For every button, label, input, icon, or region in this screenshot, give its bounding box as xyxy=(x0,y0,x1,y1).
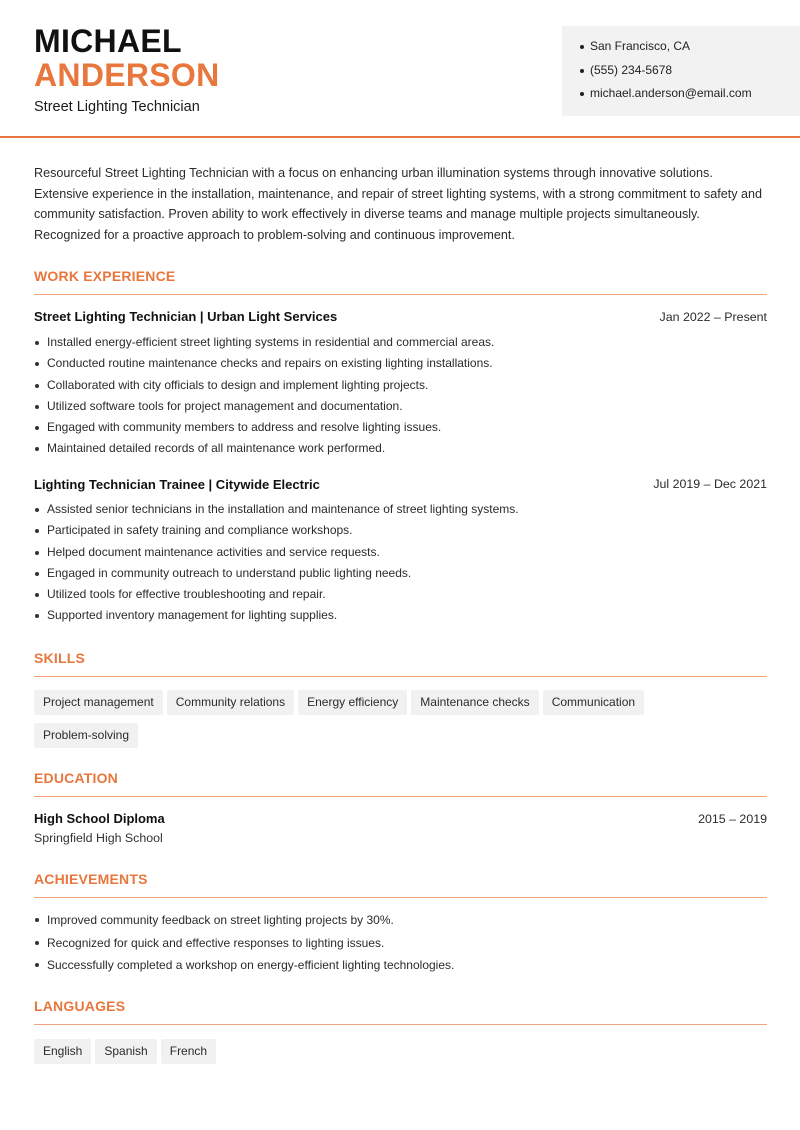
list-item: Engaged in community outreach to understand public lighting needs. xyxy=(34,563,769,584)
list-item: Engaged with community members to address and resolve lighting issues. xyxy=(34,417,769,438)
job-2-dates: Jul 2019 – Dec 2021 xyxy=(653,477,767,491)
job-1-dates: Jan 2022 – Present xyxy=(659,310,767,324)
list-item: Utilized tools for effective troubleshooting and repair. xyxy=(34,584,769,605)
language-chip: Spanish xyxy=(95,1039,156,1064)
education-school: Springfield High School xyxy=(34,831,163,845)
list-item: Conducted routine maintenance checks and repairs on existing lighting installations. xyxy=(34,353,769,374)
section-divider xyxy=(34,1024,767,1025)
section-divider xyxy=(34,796,767,797)
skill-chip: Problem-solving xyxy=(34,723,138,748)
job-title-headline: Street Lighting Technician xyxy=(34,99,200,115)
professional-summary: Resourceful Street Lighting Technician with a focus on enhancing urban illumination systems through innovative solutions. Extensive experience in the installation, maintenance, and repair of street lighting systems, with a strong commitment to safety and community satisfaction. Proven ability to work effectively in diverse teams and manage multiple projects simultaneously. Recognized for a proactive approach to problem-solving and continuous improvement. xyxy=(34,166,763,242)
achievements-heading: ACHIEVEMENTS xyxy=(34,871,148,887)
contact-email: michael.anderson@email.com xyxy=(580,85,800,109)
contact-location: San Francisco, CA xyxy=(580,38,800,62)
education-dates: 2015 – 2019 xyxy=(698,812,767,826)
education-degree: High School Diploma xyxy=(34,811,165,826)
list-item: Recognized for quick and effective responses to lighting issues. xyxy=(34,932,769,955)
list-item: Successfully completed a workshop on energy-efficient lighting technologies. xyxy=(34,954,769,977)
list-item: Installed energy-efficient street lighting systems in residential and commercial areas. xyxy=(34,332,769,353)
list-item: Collaborated with city officials to design and implement lighting projects. xyxy=(34,375,769,396)
list-item: Maintained detailed records of all maintenance work performed. xyxy=(34,438,769,459)
list-item: Improved community feedback on street lighting projects by 30%. xyxy=(34,909,769,932)
section-divider xyxy=(34,676,767,677)
resume-header xyxy=(0,0,800,138)
job-1-bullets xyxy=(34,332,769,460)
achievements-list xyxy=(34,909,769,977)
last-name: ANDERSON xyxy=(34,57,220,93)
list-item: Participated in safety training and compliance workshops. xyxy=(34,520,769,541)
skill-chip: Communication xyxy=(543,690,644,715)
list-item: Helped document maintenance activities and service requests. xyxy=(34,542,769,563)
skills-heading: SKILLS xyxy=(34,650,85,666)
candidate-name xyxy=(34,24,220,92)
job-1-title: Street Lighting Technician | Urban Light Services xyxy=(34,309,338,324)
contact-box xyxy=(562,26,800,116)
skills-list xyxy=(34,690,774,756)
contact-phone: (555) 234-5678 xyxy=(580,62,800,86)
skill-chip: Project management xyxy=(34,690,163,715)
job-2-bullets xyxy=(34,499,769,627)
education-heading: EDUCATION xyxy=(34,770,118,786)
skill-chip: Maintenance checks xyxy=(411,690,538,715)
languages-heading: LANGUAGES xyxy=(34,998,126,1014)
section-divider xyxy=(34,294,767,295)
list-item: Utilized software tools for project management and documentation. xyxy=(34,396,769,417)
list-item: Supported inventory management for lighting supplies. xyxy=(34,605,769,626)
language-chip: French xyxy=(161,1039,216,1064)
job-2-title: Lighting Technician Trainee | Citywide Electric xyxy=(34,477,320,492)
work-experience-heading: WORK EXPERIENCE xyxy=(34,268,176,284)
first-name: MICHAEL xyxy=(34,23,182,59)
skill-chip: Community relations xyxy=(167,690,294,715)
section-divider xyxy=(34,897,767,898)
list-item: Assisted senior technicians in the installation and maintenance of street lighting systems. xyxy=(34,499,769,520)
language-chip: English xyxy=(34,1039,91,1064)
languages-list xyxy=(34,1039,774,1072)
skill-chip: Energy efficiency xyxy=(298,690,407,715)
